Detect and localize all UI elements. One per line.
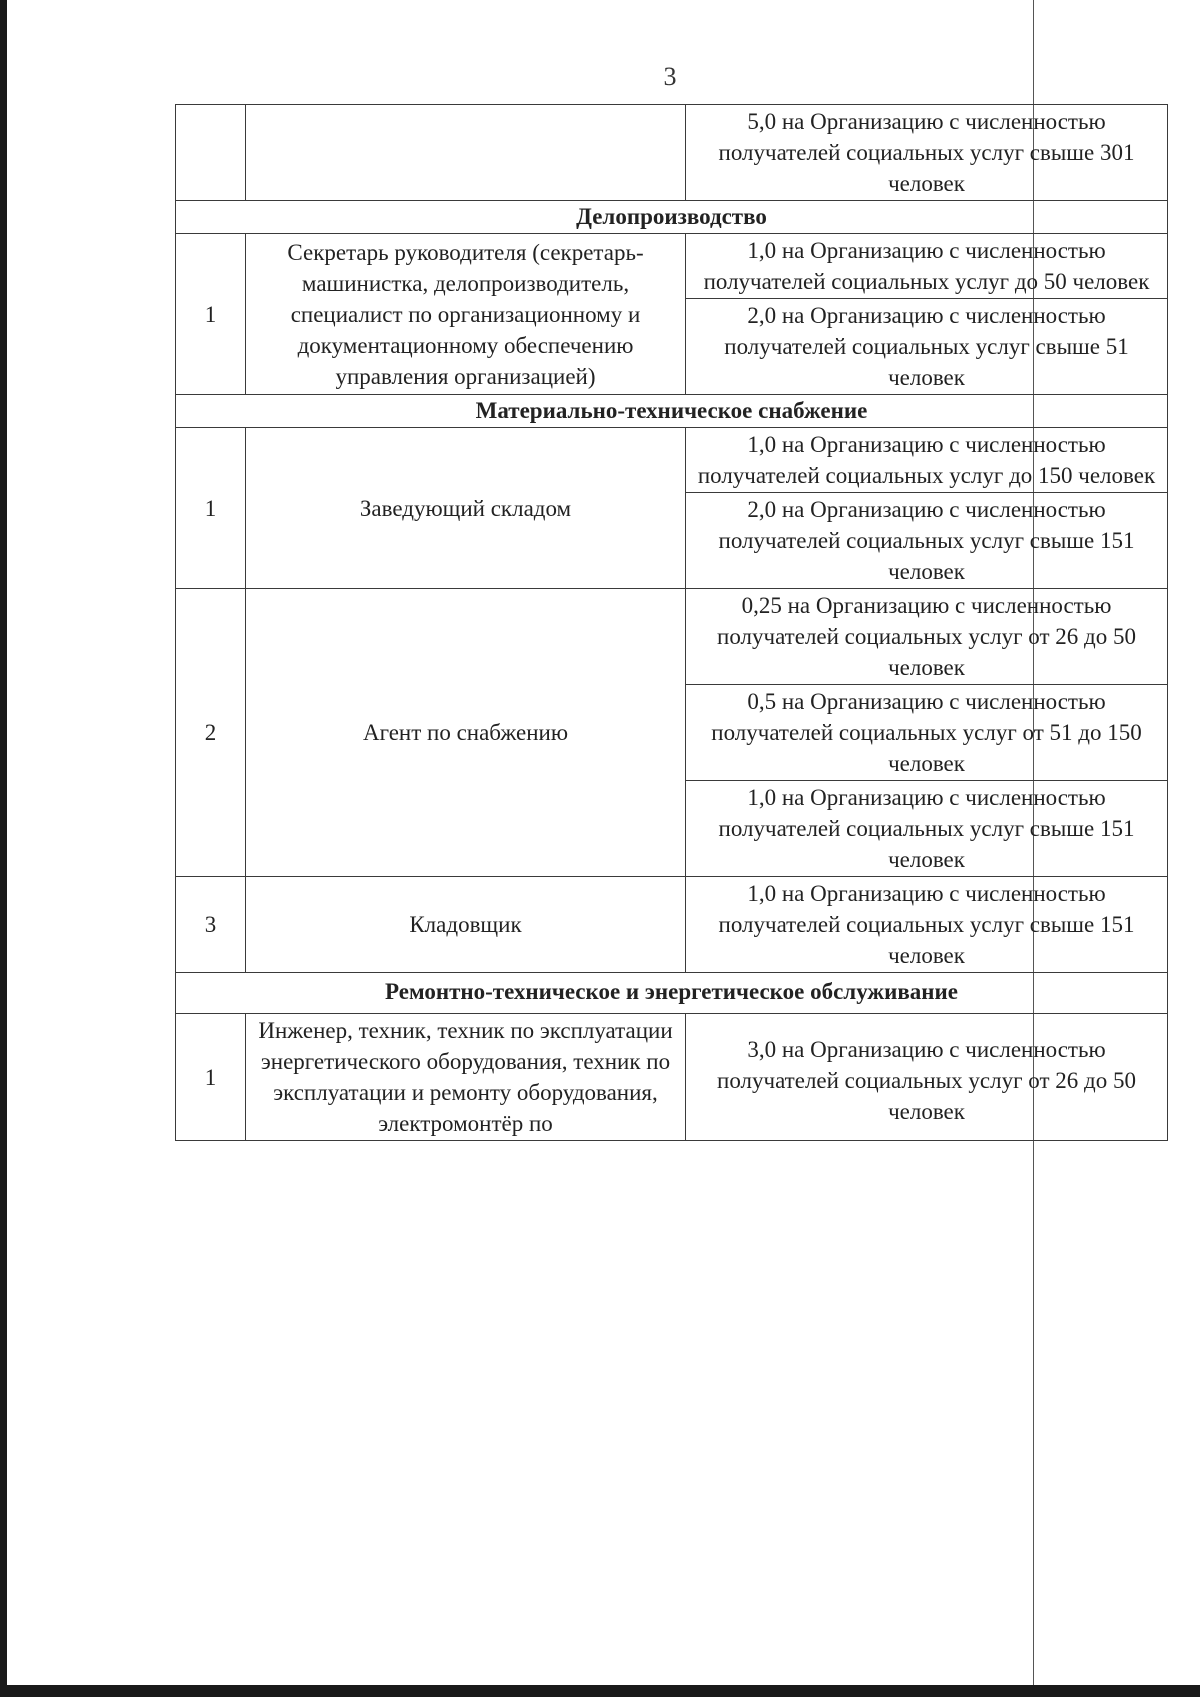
table-row [176, 105, 1168, 201]
section-header-row [176, 395, 1168, 428]
table-row [176, 234, 1168, 299]
section-title: Ремонтно-техническое и энергетическое обслуживание [176, 973, 1168, 1014]
section-header-row [176, 201, 1168, 234]
row-number-cell: 1 [176, 1014, 246, 1141]
row-number-cell: 1 [176, 428, 246, 589]
table-row [176, 877, 1168, 973]
section-title: Материально-техническое снабжение [176, 395, 1168, 428]
position-cell: Заведующий складом [246, 428, 686, 589]
section-header-row [176, 973, 1168, 1014]
row-number-cell: 1 [176, 234, 246, 395]
table-row [176, 428, 1168, 493]
position-cell: Секретарь руководителя (секретарь-машинистка, делопроизводитель, специалист по организационному и документационному обеспечению управления организацией) [246, 234, 686, 395]
position-cell: Агент по снабжению [246, 589, 686, 877]
norm-cell: 2,0 на Организацию с численностью получателей социальных услуг свыше 151 человек [686, 493, 1168, 589]
scan-border-bottom [0, 1685, 1200, 1697]
norm-cell: 2,0 на Организацию с численностью получателей социальных услуг свыше 51 человек [686, 299, 1168, 395]
table-row [176, 589, 1168, 685]
norm-cell: 3,0 на Организацию с численностью получателей социальных услуг от 26 до 50 человек [686, 1014, 1168, 1141]
position-cell: Инженер, техник, техник по эксплуатации энергетического оборудования, техник по эксплуатации и ремонту оборудования, электромонтёр по [246, 1014, 686, 1141]
norm-cell: 1,0 на Организацию с численностью получателей социальных услуг до 50 человек [686, 234, 1168, 299]
page-number: 3 [663, 62, 677, 91]
norm-cell: 5,0 на Организацию с численностью получателей социальных услуг свыше 301 человек [686, 105, 1168, 201]
staffing-norms-table [175, 104, 1168, 1141]
norm-cell: 0,5 на Организацию с численностью получателей социальных услуг от 51 до 150 человек [686, 685, 1168, 781]
section-title: Делопроизводство [176, 201, 1168, 234]
norm-cell: 1,0 на Организацию с численностью получателей социальных услуг свыше 151 человек [686, 877, 1168, 973]
norm-cell: 1,0 на Организацию с численностью получателей социальных услуг до 150 человек [686, 428, 1168, 493]
position-cell [246, 105, 686, 201]
row-number-cell: 3 [176, 877, 246, 973]
table-row [176, 1014, 1168, 1141]
row-number-cell: 2 [176, 589, 246, 877]
norm-cell: 1,0 на Организацию с численностью получателей социальных услуг свыше 151 человек [686, 781, 1168, 877]
scan-border-left [0, 0, 7, 1685]
norm-cell: 0,25 на Организацию с численностью получателей социальных услуг от 26 до 50 человек [686, 589, 1168, 685]
position-cell: Кладовщик [246, 877, 686, 973]
row-number-cell [176, 105, 246, 201]
